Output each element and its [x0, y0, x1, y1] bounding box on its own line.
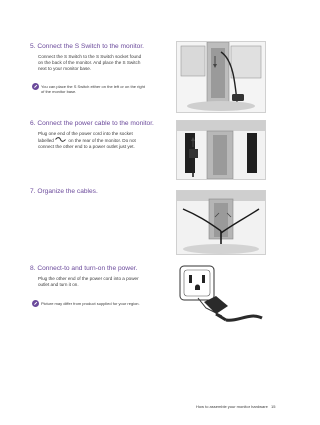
- step-7: [30, 188, 98, 196]
- step-5-heading: 5. Connect the S Switch to the monitor.: [30, 43, 144, 50]
- step-6-line: Plug one end of the power cord into the socket: [38, 131, 133, 136]
- note-line: You can place the S Switch either on the left or on the right: [41, 84, 145, 89]
- s-switch-photo: [176, 41, 266, 113]
- step-5: [30, 43, 144, 51]
- ac-socket-icon: [55, 137, 67, 144]
- organize-cables-photo: [176, 190, 266, 255]
- step-5-line: Connect the S Switch to the S Switch socket found: [38, 54, 142, 59]
- step-8-line: outlet and turn it on.: [38, 282, 79, 288]
- note-line: Picture may differ from product supplied for your region.: [41, 301, 140, 306]
- step-8-heading: 8. Connect-to and turn-on the power.: [30, 265, 138, 272]
- step-5-body: [38, 54, 141, 72]
- step-8-body: [38, 276, 139, 288]
- note-line: of the monitor base.: [41, 89, 77, 94]
- power-cable-photo: [176, 120, 266, 180]
- step-8-line: Plug the other end of the power cord into a power: [38, 276, 139, 281]
- step-6-line: labelled: [38, 137, 54, 143]
- power-outlet-illustration: [176, 262, 264, 324]
- step-5-line: on the back of the monitor. And place the S Switch: [38, 60, 141, 66]
- step-6-line: on the rear of the monitor. Do not: [68, 137, 136, 143]
- step-6-heading: 6. Connect the power cable to the monitor.: [30, 120, 154, 127]
- step-6-body: [38, 131, 136, 150]
- step-5-line: next to your monitor base.: [38, 66, 92, 72]
- step-6-line: connect the other end to a power outlet just yet.: [38, 144, 135, 150]
- footer-section-title: How to assemble your monitor hardware: [196, 404, 268, 409]
- step-8: [30, 265, 137, 273]
- step-6-line-with-icon: [38, 137, 136, 144]
- note-pen-icon: [32, 83, 39, 91]
- step-6: [30, 120, 154, 128]
- note-pen-icon: [32, 300, 39, 308]
- page-number: 15: [271, 404, 276, 409]
- step-7-heading: 7. Organize the cables.: [30, 188, 98, 195]
